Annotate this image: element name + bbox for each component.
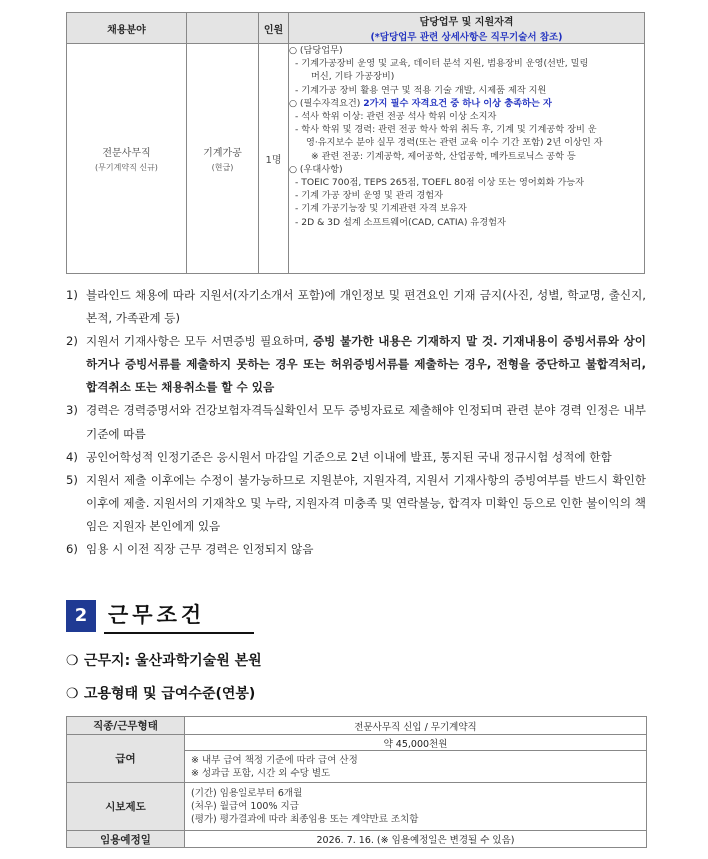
section-title: 근무조건 xyxy=(108,603,206,627)
note-text xyxy=(86,446,646,469)
note-item xyxy=(66,446,646,469)
duty-line: 영·유지보수 분야 실무 경력(또는 관련 교육 이수 기간 포함) 2년 이상인 자 xyxy=(306,137,603,149)
bullet-text: 근무지: 울산과학기술원 본원 xyxy=(84,653,262,669)
header-field: 채용분야 xyxy=(67,13,187,44)
note-number: 2) xyxy=(66,334,78,349)
probation-line: (처우) 월급여 100% 지급 xyxy=(191,801,299,812)
note-number: 6) xyxy=(66,542,78,557)
area-name: 기계가공 xyxy=(203,148,242,159)
type-label: 직종/근무형태 xyxy=(67,717,185,735)
note-number: 5) xyxy=(66,472,78,487)
duty-line: - 기계 가공 장비 운영 및 관리 경험자 xyxy=(295,190,444,202)
area-sub: (현급) xyxy=(211,163,234,172)
header-duty-title: 담당업무 및 지원자격 xyxy=(419,17,514,28)
duty-line: 머신, 기타 가공장비) xyxy=(311,71,395,83)
section-number: 2 xyxy=(66,600,96,632)
note-text xyxy=(86,399,646,445)
note-text-run: 공인어학성적 인정기준은 응시원서 마감일 기준으로 2년 이내에 발표, 통지된 국내 정규시험 성적에 한함 xyxy=(86,449,612,464)
header-duty xyxy=(289,13,645,44)
note-item xyxy=(66,330,646,399)
field-sub: (무기계약직 신규) xyxy=(95,163,158,172)
type-value: 전문사무직 신입 / 무기계약직 xyxy=(185,717,647,735)
note-text xyxy=(86,538,646,561)
note-text-run: 지원서 기재사항은 모두 서면증빙 필요하며, xyxy=(86,334,313,349)
note-text xyxy=(86,469,646,538)
section-underline xyxy=(104,632,254,634)
duty-highlight: 2가지 필수 자격요건 중 하나 이상 충족하는 자 xyxy=(363,97,552,109)
duty-line xyxy=(289,97,644,110)
probation-lines xyxy=(185,783,647,831)
circle-bullet-icon: ❍ xyxy=(66,686,79,702)
date-label: 임용예정일 xyxy=(67,831,185,848)
probation-label: 시보제도 xyxy=(67,783,185,831)
note-text-run: 블라인드 채용에 따라 지원서(자기소개서 포함)에 개인정보 및 편견요인 기재 금지(사진, 성별, 학교명, 출신지, 본적, 가족관계 등) xyxy=(86,288,646,326)
header-headcount: 인원 xyxy=(259,13,289,44)
pay-note: ※ 내부 급여 책정 기준에 따라 급여 산정 xyxy=(191,754,358,766)
pay-notes xyxy=(185,751,647,783)
recruit-table xyxy=(66,12,645,274)
note-text xyxy=(86,284,646,330)
bullet-text: 고용형태 및 급여수준(연봉) xyxy=(84,686,256,702)
duty-line: - 기계가공장비 운영 및 교육, 데이터 분석 지원, 범용장비 운영(선반, 밀링 xyxy=(295,58,589,70)
duty-line: - 기계가공 장비 활용 연구 및 적용 기술 개발, 시제품 제작 지원 xyxy=(295,84,547,96)
duty-line: ○ (담당업무) xyxy=(289,45,343,56)
duty-line: - 2D & 3D 설계 소프트웨어(CAD, CATIA) 유경험자 xyxy=(295,216,506,228)
duty-line: - 기계 가공기능장 및 기계관련 자격 보유자 xyxy=(295,203,467,215)
duty-line: ※ 관련 전공: 기계공학, 제어공학, 산업공학, 메카트로닉스 공학 등 xyxy=(311,150,576,162)
duty-line: - TOEIC 700점, TEPS 265점, TOEFL 80점 이상 또는 영어회화 가능자 xyxy=(295,177,584,189)
duty-line: - 석사 학위 이상: 관련 전공 석사 학위 이상 소지자 xyxy=(295,111,497,123)
conditions-table xyxy=(66,716,647,848)
duty-line-label: ○ (필수자격요건) xyxy=(289,97,361,109)
circle-bullet-icon: ❍ xyxy=(66,653,79,669)
duty-line: ○ (우대사항) xyxy=(289,163,343,175)
note-text-run: 지원서 제출 이후에는 수정이 불가능하므로 지원분야, 지원자격, 지원서 기재사항의 증빙여부를 반드시 확인한 이후에 제출. 지원서의 기재착오 및 누락, 지원자격 미충족 및 연락불능, 합격자 미확인 등으로 인한 불이익의 책임은 지원자 본인에게 있음 xyxy=(86,472,646,533)
header-area xyxy=(187,13,259,44)
note-text-bold: 증빙 불가한 내용은 기재하지 말 것. 기재내용이 증빙서류와 상이하거나 증빙서류를 제출하지 못하는 경우 또는 허위증빙서류를 제출하는 경우, 전형을 중단하고 불합격처리, 합격취소 또는 채용취소를 할 수 있음 xyxy=(86,334,646,395)
note-text-run: 임용 시 이전 직장 근무 경력은 인정되지 않음 xyxy=(86,542,314,557)
note-text-run: 경력은 경력증명서와 건강보험자격득실확인서 모두 증빙자료로 제출해야 인정되며 관련 분야 경력 인정은 내부기준에 따름 xyxy=(86,403,646,441)
date-value: 2026. 7. 16. (※ 임용예정일은 변경될 수 있음) xyxy=(185,831,647,848)
duty-line: - 학사 학위 및 경력: 관련 전공 학사 학위 취득 후, 기계 및 기계공학 장비 운 xyxy=(295,124,597,136)
headcount-cell: 1명 xyxy=(259,44,289,274)
header-duty-note: (*담당업무 관련 상세사항은 직무기술서 참조) xyxy=(370,32,563,43)
notes-list xyxy=(66,284,646,561)
note-number: 3) xyxy=(66,403,78,418)
field-cell xyxy=(67,44,187,274)
note-number: 4) xyxy=(66,449,78,464)
field-name: 전문사무직 xyxy=(102,148,151,159)
note-number: 1) xyxy=(66,288,78,302)
bullet-employment xyxy=(66,683,255,703)
bullet-workplace xyxy=(66,650,262,670)
pay-label: 급여 xyxy=(67,735,185,783)
pay-amount: 약 45,000천원 xyxy=(185,735,647,751)
note-item xyxy=(66,399,646,445)
probation-line: (기간) 임용일로부터 6개월 xyxy=(191,788,303,799)
note-text xyxy=(86,330,646,399)
note-item xyxy=(66,469,646,538)
note-item xyxy=(66,284,646,330)
area-cell xyxy=(187,44,259,274)
pay-note: ※ 성과급 포함, 시간 외 수당 별도 xyxy=(191,767,331,779)
duty-cell xyxy=(289,44,645,274)
probation-line: (평가) 평가결과에 따라 최종임용 또는 계약만료 조치함 xyxy=(191,814,419,825)
note-item xyxy=(66,538,646,561)
